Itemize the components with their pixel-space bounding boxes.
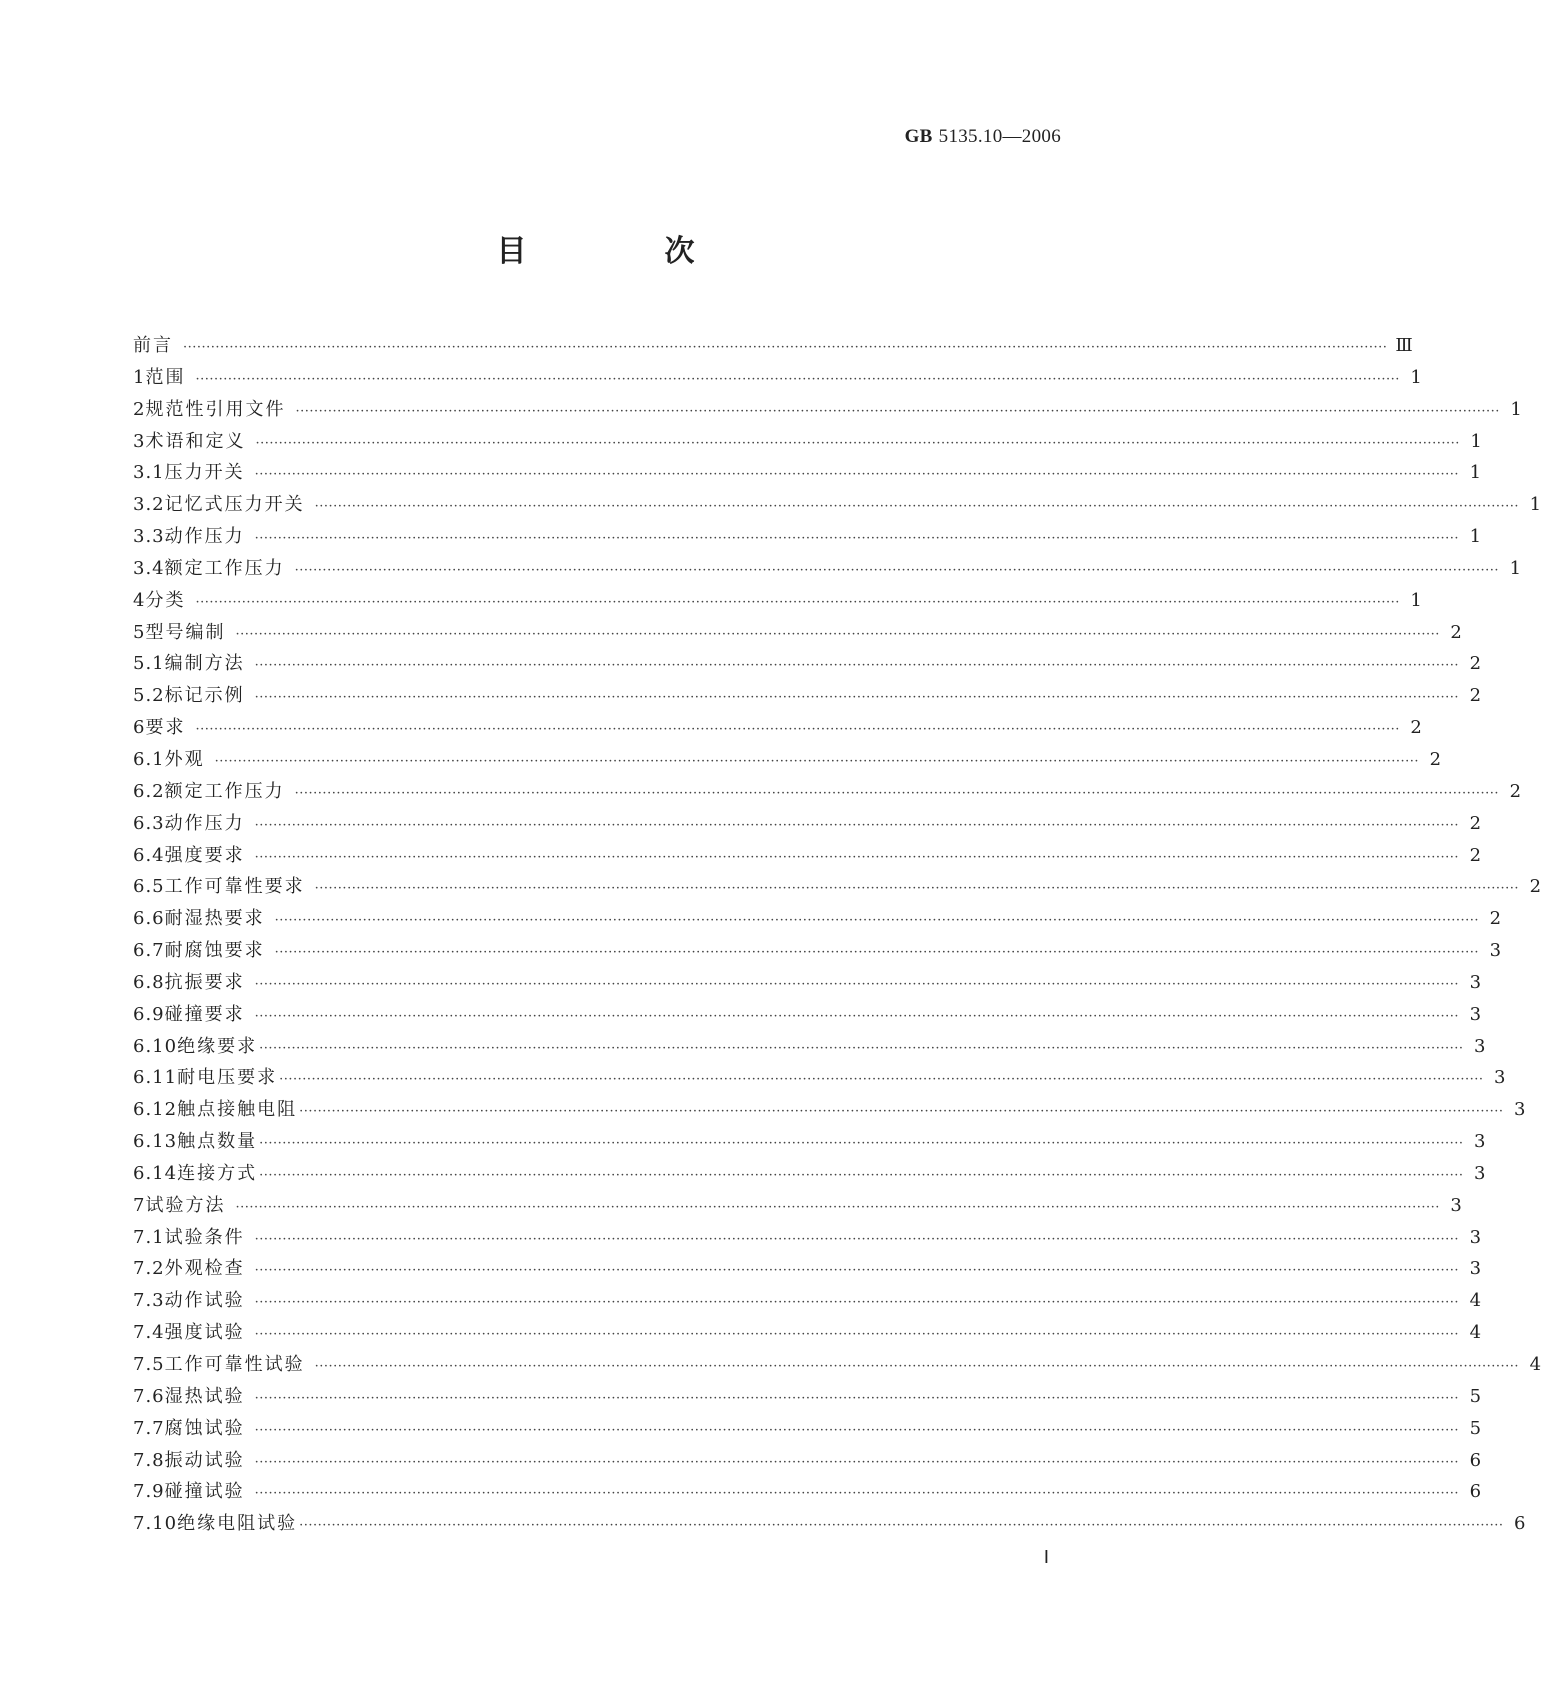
toc-entry-title: 规范性引用文件 — [145, 398, 286, 420]
toc-entry-number: 7.7 — [133, 1417, 165, 1439]
toc-dot-leader: ···································································································································································································································································· — [214, 753, 1420, 769]
toc-entry-number: 7.6 — [133, 1385, 165, 1407]
toc-dot-leader: ···································································································································································································································································· — [294, 785, 1500, 801]
toc-dot-leader: ···································································································································································································································································· — [235, 626, 1440, 642]
toc-dot-leader: ···································································································································································································································································· — [254, 1454, 1460, 1470]
toc-entry-number: 6 — [133, 717, 146, 739]
toc-entry[interactable] — [133, 427, 1482, 459]
toc-entry-number: 6.3 — [133, 812, 165, 834]
toc-page-number: 5 — [1469, 1417, 1482, 1439]
toc-entry-title: 触点数量 — [177, 1131, 258, 1153]
page-title: 目 次 — [496, 234, 749, 269]
toc-dot-leader: ···································································································································································································································································· — [255, 435, 1460, 451]
toc-page-number: 1 — [1509, 557, 1522, 579]
toc-entry[interactable] — [133, 1509, 1526, 1541]
toc-entry[interactable] — [133, 1000, 1482, 1032]
toc-entry[interactable] — [133, 458, 1482, 490]
toc-page-number: 2 — [1509, 780, 1522, 802]
toc-dot-leader: ···································································································································································································································································· — [254, 658, 1460, 674]
toc-entry-number: 6.14 — [133, 1162, 178, 1184]
toc-entry-title: 动作试验 — [164, 1290, 245, 1312]
toc-entry-title: 要求 — [145, 717, 186, 739]
toc-entry[interactable] — [133, 618, 1462, 650]
toc-page-number: 6 — [1514, 1513, 1526, 1535]
toc-entry-number: 6.7 — [133, 940, 165, 962]
toc-dot-leader: ···································································································································································································································································· — [254, 531, 1460, 547]
toc-entry[interactable] — [133, 1382, 1482, 1414]
toc-entry-number: 1 — [133, 366, 146, 388]
toc-dot-leader: ···································································································································································································································································· — [254, 1390, 1460, 1406]
toc-dot-leader: ···································································································································································································································································· — [295, 403, 1500, 419]
toc-dot-leader: ···································································································································································································································································· — [299, 1518, 1504, 1534]
table-of-contents — [133, 331, 1541, 1541]
toc-entry-title: 压力开关 — [164, 462, 245, 484]
toc-entry-title: 振动试验 — [164, 1449, 245, 1471]
toc-dot-leader: ···································································································································································································································································· — [254, 1295, 1460, 1311]
toc-entry-title: 连接方式 — [177, 1162, 258, 1184]
toc-dot-leader: ···································································································································································································································································· — [274, 945, 1480, 961]
toc-entry-number: 7.5 — [133, 1354, 165, 1375]
toc-entry[interactable] — [133, 713, 1422, 745]
toc-entry-title: 额定工作压力 — [164, 780, 285, 802]
toc-entry-title: 标记示例 — [164, 685, 245, 707]
toc-entry[interactable] — [133, 1414, 1482, 1446]
toc-page-number: 2 — [1489, 908, 1502, 930]
toc-entry-title: 湿热试验 — [164, 1385, 245, 1407]
standard-number: 5135.10—2006 — [938, 126, 1061, 147]
toc-entry-title: 绝缘电阻试验 — [177, 1513, 298, 1535]
toc-dot-leader: ···································································································································································································································································· — [195, 371, 1400, 387]
toc-entry[interactable] — [133, 1318, 1482, 1350]
toc-page-number: 2 — [1469, 685, 1482, 707]
toc-entry[interactable] — [133, 363, 1422, 395]
toc-page-number: 2 — [1469, 812, 1482, 834]
toc-entry-number: 6.2 — [133, 780, 165, 802]
toc-entry-title: 触点接触电阻 — [177, 1099, 298, 1121]
toc-page-number: 3 — [1469, 971, 1482, 993]
toc-page-number: 1 — [1470, 430, 1482, 452]
toc-entry[interactable] — [133, 872, 1541, 904]
toc-entry-number: 5 — [133, 621, 146, 643]
toc-entry-title: 前言 — [133, 335, 173, 356]
toc-dot-leader: ···································································································································································································································································· — [254, 1486, 1460, 1502]
toc-entry-title: 记忆式压力开关 — [164, 494, 305, 516]
toc-page-number: 5 — [1469, 1385, 1482, 1407]
toc-entry-number: 4 — [133, 589, 146, 611]
toc-dot-leader: ···································································································································································································································································· — [314, 881, 1520, 897]
toc-page-number: 2 — [1429, 748, 1442, 770]
toc-entry[interactable] — [133, 522, 1482, 554]
toc-entry-number: 7.8 — [133, 1449, 165, 1471]
toc-dot-leader: ···································································································································································································································································· — [254, 1231, 1460, 1247]
toc-page-number: Ⅲ — [1395, 335, 1413, 356]
toc-page-number: 6 — [1469, 1449, 1482, 1471]
toc-dot-leader: ···································································································································································································································································· — [254, 1263, 1460, 1279]
toc-entry-number: 7.2 — [133, 1258, 165, 1280]
toc-entry-number: 7.1 — [133, 1226, 165, 1248]
toc-dot-leader: ···································································································································································································································································· — [183, 340, 1388, 355]
toc-entry-title: 工作可靠性要求 — [164, 876, 305, 898]
toc-entry[interactable] — [133, 1286, 1482, 1318]
toc-dot-leader: ···································································································································································································································································· — [314, 499, 1520, 515]
toc-dot-leader: ···································································································································································································································································· — [294, 562, 1500, 578]
toc-entry-number: 5.2 — [133, 685, 165, 707]
standard-prefix: GB — [904, 126, 933, 147]
toc-entry-title: 强度要求 — [164, 844, 245, 866]
toc-page-number: 1 — [1469, 526, 1482, 548]
toc-entry[interactable] — [133, 1254, 1482, 1286]
toc-dot-leader: ···································································································································································································································································· — [274, 913, 1480, 929]
toc-entry-number: 6.11 — [133, 1067, 178, 1089]
toc-dot-leader: ···································································································································································································································································· — [279, 1072, 1484, 1088]
toc-entry-number: 3.4 — [133, 557, 165, 579]
toc-entry[interactable] — [133, 1159, 1486, 1191]
toc-entry[interactable] — [133, 331, 1413, 363]
toc-dot-leader: ···································································································································································································································································· — [254, 1008, 1460, 1024]
toc-page-number: 2 — [1529, 876, 1541, 898]
toc-entry[interactable] — [133, 1223, 1482, 1255]
toc-page-number: 1 — [1410, 589, 1422, 611]
toc-entry-number: 6.12 — [133, 1099, 178, 1121]
toc-entry[interactable] — [133, 1191, 1462, 1223]
toc-entry-number: 5.1 — [133, 653, 165, 675]
toc-page-number: 2 — [1469, 653, 1482, 675]
toc-entry-number: 7 — [133, 1194, 146, 1216]
toc-entry-title: 分类 — [145, 589, 186, 611]
toc-dot-leader: ···································································································································································································································································· — [254, 976, 1460, 992]
toc-dot-leader: ···································································································································································································································································· — [254, 690, 1460, 706]
toc-dot-leader: ···································································································································································································································································· — [235, 1199, 1440, 1215]
toc-entry[interactable] — [133, 745, 1442, 777]
toc-entry-title: 耐电压要求 — [177, 1067, 278, 1089]
toc-entry-title: 外观 — [164, 748, 205, 770]
toc-entry-number: 6.9 — [133, 1003, 165, 1025]
toc-page-number: 4 — [1469, 1322, 1482, 1344]
toc-entry-title: 动作压力 — [164, 812, 245, 834]
toc-page-number: 6 — [1469, 1481, 1482, 1503]
toc-entry-title: 额定工作压力 — [164, 557, 285, 579]
toc-entry[interactable] — [133, 1063, 1506, 1095]
toc-dot-leader: ···································································································································································································································································· — [259, 1167, 1464, 1183]
toc-entry-number: 3.3 — [133, 526, 165, 548]
toc-page-number: 4 — [1529, 1354, 1541, 1375]
toc-page-number: 2 — [1469, 844, 1482, 866]
toc-entry-title: 碰撞要求 — [164, 1003, 245, 1025]
toc-page-number: 1 — [1469, 462, 1482, 484]
toc-entry[interactable] — [133, 841, 1482, 873]
toc-entry-number: 3.1 — [133, 462, 165, 484]
toc-entry-number: 3 — [133, 430, 146, 452]
toc-page-number: 3 — [1489, 940, 1502, 962]
toc-entry[interactable] — [133, 1127, 1486, 1159]
toc-entry[interactable] — [133, 1477, 1482, 1509]
toc-entry-number: 6.8 — [133, 971, 165, 993]
toc-entry-title: 耐腐蚀要求 — [164, 940, 265, 962]
toc-page-number: 3 — [1474, 1131, 1486, 1153]
toc-page-number: 2 — [1410, 717, 1422, 739]
toc-page-number: 1 — [1510, 398, 1522, 420]
page-folio: Ⅰ — [1043, 1547, 1049, 1567]
toc-entry[interactable] — [133, 936, 1502, 968]
toc-page-number: 3 — [1469, 1003, 1482, 1025]
toc-entry-title: 试验方法 — [145, 1194, 226, 1216]
toc-entry-number: 7.9 — [133, 1481, 165, 1503]
toc-entry-number: 7.3 — [133, 1290, 165, 1312]
toc-entry-number: 6.13 — [133, 1131, 178, 1153]
toc-page-number: 3 — [1450, 1194, 1462, 1216]
toc-entry[interactable] — [133, 809, 1482, 841]
toc-entry-title: 编制方法 — [164, 653, 245, 675]
toc-entry-title: 耐湿热要求 — [164, 908, 265, 930]
toc-entry[interactable] — [133, 1350, 1541, 1382]
toc-dot-leader: ···································································································································································································································································· — [254, 1327, 1460, 1343]
toc-entry[interactable] — [133, 649, 1482, 681]
toc-entry[interactable] — [133, 968, 1482, 1000]
toc-entry-number: 6.4 — [133, 844, 165, 866]
toc-entry-number: 2 — [133, 398, 146, 420]
toc-entry-title: 试验条件 — [164, 1226, 245, 1248]
toc-page-number: 1 — [1529, 494, 1541, 516]
toc-entry-number: 6.6 — [133, 908, 165, 930]
toc-dot-leader: ···································································································································································································································································· — [195, 722, 1400, 738]
toc-dot-leader: ···································································································································································································································································· — [254, 849, 1460, 865]
toc-dot-leader: ···································································································································································································································································· — [254, 1422, 1460, 1438]
toc-page-number: 1 — [1410, 366, 1422, 388]
toc-entry-title: 碰撞试验 — [164, 1481, 245, 1503]
toc-entry[interactable] — [133, 1446, 1482, 1478]
toc-entry[interactable] — [133, 395, 1522, 427]
toc-entry-number: 6.5 — [133, 876, 165, 898]
toc-entry-number: 3.2 — [133, 494, 165, 516]
toc-page-number: 3 — [1469, 1226, 1482, 1248]
toc-entry[interactable] — [133, 554, 1522, 586]
toc-entry-number: 6.10 — [133, 1035, 178, 1057]
toc-page-number: 3 — [1514, 1099, 1526, 1121]
toc-dot-leader: ···································································································································································································································································· — [259, 1136, 1464, 1152]
toc-entry-title: 动作压力 — [164, 526, 245, 548]
toc-dot-leader: ···································································································································································································································································· — [299, 1104, 1504, 1120]
toc-page-number: 3 — [1469, 1258, 1482, 1280]
toc-page-number: 3 — [1474, 1162, 1486, 1184]
toc-entry-title: 强度试验 — [164, 1322, 245, 1344]
toc-entry-title: 术语和定义 — [145, 430, 246, 452]
toc-entry-title: 范围 — [145, 366, 186, 388]
toc-dot-leader: ···································································································································································································································································· — [254, 817, 1460, 833]
toc-entry[interactable] — [133, 1095, 1526, 1127]
toc-entry-title: 型号编制 — [145, 621, 226, 643]
toc-page-number: 3 — [1494, 1067, 1506, 1089]
toc-entry-title: 抗振要求 — [164, 971, 245, 993]
toc-entry-title: 工作可靠性试验 — [164, 1354, 305, 1375]
toc-entry[interactable] — [133, 681, 1482, 713]
toc-entry[interactable] — [133, 586, 1422, 618]
toc-entry[interactable] — [133, 777, 1522, 809]
toc-entry-title: 腐蚀试验 — [164, 1417, 245, 1439]
toc-page-number: 3 — [1474, 1035, 1486, 1057]
toc-dot-leader: ···································································································································································································································································· — [195, 594, 1400, 610]
toc-entry-number: 7.4 — [133, 1322, 165, 1344]
toc-entry[interactable] — [133, 1032, 1486, 1064]
toc-dot-leader: ···································································································································································································································································· — [314, 1359, 1520, 1374]
toc-entry-title: 外观检查 — [164, 1258, 245, 1280]
toc-entry-number: 7.10 — [133, 1513, 178, 1535]
toc-dot-leader: ···································································································································································································································································· — [259, 1040, 1464, 1056]
toc-dot-leader: ···································································································································································································································································· — [254, 467, 1460, 483]
toc-page-number: 2 — [1450, 621, 1462, 643]
toc-page-number: 4 — [1469, 1290, 1482, 1312]
toc-entry-number: 6.1 — [133, 748, 165, 770]
toc-entry[interactable] — [133, 490, 1541, 522]
toc-entry-title: 绝缘要求 — [177, 1035, 258, 1057]
toc-entry[interactable] — [133, 904, 1502, 936]
standard-code — [905, 126, 1061, 148]
